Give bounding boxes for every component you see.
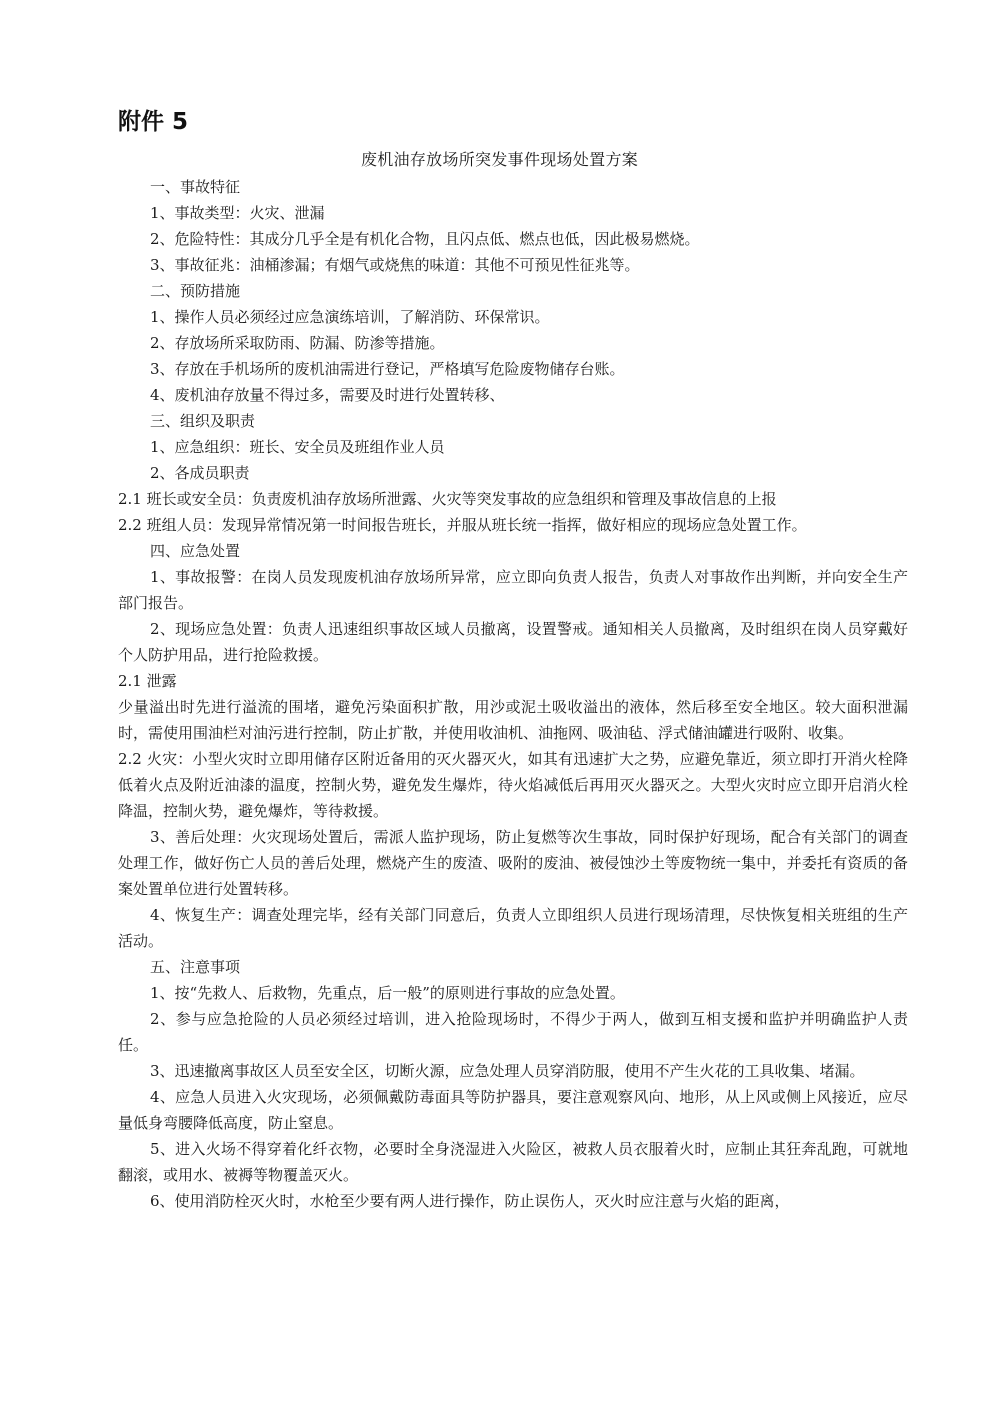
paragraph: 三、组织及职责 [150,412,256,430]
paragraph: 2.1 班长或安全员：负责废机油存放场所泄露、火灾等突发事故的应急组织和管理及事故信息的上报 [118,490,777,508]
paragraph: 少量溢出时先进行溢流的围堵，避免污染面积扩散，用沙或泥土吸收溢出的液体，然后移至安全地区。较大面积泄漏时，需使用围油栏对油污进行控制，防止扩散，并使用收油机、油拖网、吸油毡、浮式储油罐进行吸附、收集。 [118,698,908,742]
paragraph: 3、事故征兆：油桶渗漏；有烟气或烧焦的味道：其他不可预见性征兆等。 [150,256,640,274]
paragraph: 四、应急处置 [150,542,241,560]
paragraph: 1、操作人员必须经过应急演练培训，了解消防、环保常识。 [150,308,550,326]
paragraph: 4、废机油存放量不得过多，需要及时进行处置转移、 [150,386,505,404]
paragraph: 2、危险特性：其成分几乎全是有机化合物，且闪点低、燃点也低，因此极易燃烧。 [150,230,700,248]
paragraph: 2.2 班组人员：发现异常情况第一时间报告班长，并服从班长统一指挥，做好相应的现场应急处置工作。 [118,516,807,534]
paragraph: 1、应急组织：班长、安全员及班组作业人员 [150,438,445,456]
paragraph: 1、事故报警：在岗人员发现废机油存放场所异常，应立即向负责人报告，负责人对事故作出判断，并向安全生产部门报告。 [118,568,908,612]
paragraph: 6、使用消防栓灭火时，水枪至少要有两人进行操作，防止误伤人，灭火时应注意与火焰的距离， [150,1192,790,1210]
paragraph: 2.2 火灾：小型火灾时立即用储存区附近备用的灭火器灭火，如其有迅速扩大之势，应避免靠近，须立即打开消火栓降低着火点及附近油漆的温度，控制火势，避免发生爆炸，待火焰减低后再用灭火器灭之。大型火灾时应立即开启消火栓降温，控制火势，避免爆炸，等待救援。 [118,750,908,820]
paragraph: 1、事故类型：火灾、泄漏 [150,204,325,222]
paragraph: 4、恢复生产：调查处理完毕，经有关部门同意后，负责人立即组织人员进行现场清理，尽快恢复相关班组的生产活动。 [118,906,908,950]
paragraph: 3、存放在手机场所的废机油需进行登记，严格填写危险废物储存台账。 [150,360,625,378]
paragraph: 二、预防措施 [150,282,241,300]
paragraph: 一、事故特征 [150,178,241,196]
paragraph: 3、善后处理：火灾现场处置后，需派人监护现场，防止复燃等次生事故，同时保护好现场，配合有关部门的调查处理工作，做好伤亡人员的善后处理，燃烧产生的废渣、吸附的废油、被侵蚀沙土等废物统一集中，并委托有资质的备案处置单位进行处置转移。 [118,828,908,898]
paragraph: 2、参与应急抢险的人员必须经过培训，进入抢险现场时，不得少于两人，做到互相支援和监护并明确监护人责任。 [118,1010,908,1054]
paragraph: 五、注意事项 [150,958,241,976]
attachment-label: 附件 5 [118,109,189,135]
paragraph: 2、各成员职责 [150,464,250,482]
paragraph: 2.1 泄露 [118,672,177,690]
paragraph: 4、应急人员进入火灾现场，必须佩戴防毒面具等防护器具，要注意观察风向、地形，从上风或侧上风接近，应尽量低身弯腰降低高度，防止窒息。 [118,1088,908,1132]
paragraph: 5、进入火场不得穿着化纤衣物，必要时全身浇湿进入火险区，被救人员衣服着火时，应制止其狂奔乱跑，可就地翻滚，或用水、被褥等物覆盖灭火。 [118,1140,908,1184]
document-title: 废机油存放场所突发事件现场处置方案 [360,150,639,169]
document-body [118,174,908,1214]
paragraph: 1、按“先救人、后救物，先重点，后一般”的原则进行事故的应急处置。 [150,984,625,1002]
paragraph: 3、迅速撤离事故区人员至安全区，切断火源，应急处理人员穿消防服，使用不产生火花的工具收集、堵漏。 [150,1062,865,1080]
paragraph: 2、存放场所采取防雨、防漏、防渗等措施。 [150,334,445,352]
paragraph: 2、现场应急处置：负责人迅速组织事故区域人员撤离，设置警戒。通知相关人员撤离，及时组织在岗人员穿戴好个人防护用品，进行抢险救援。 [118,620,908,664]
